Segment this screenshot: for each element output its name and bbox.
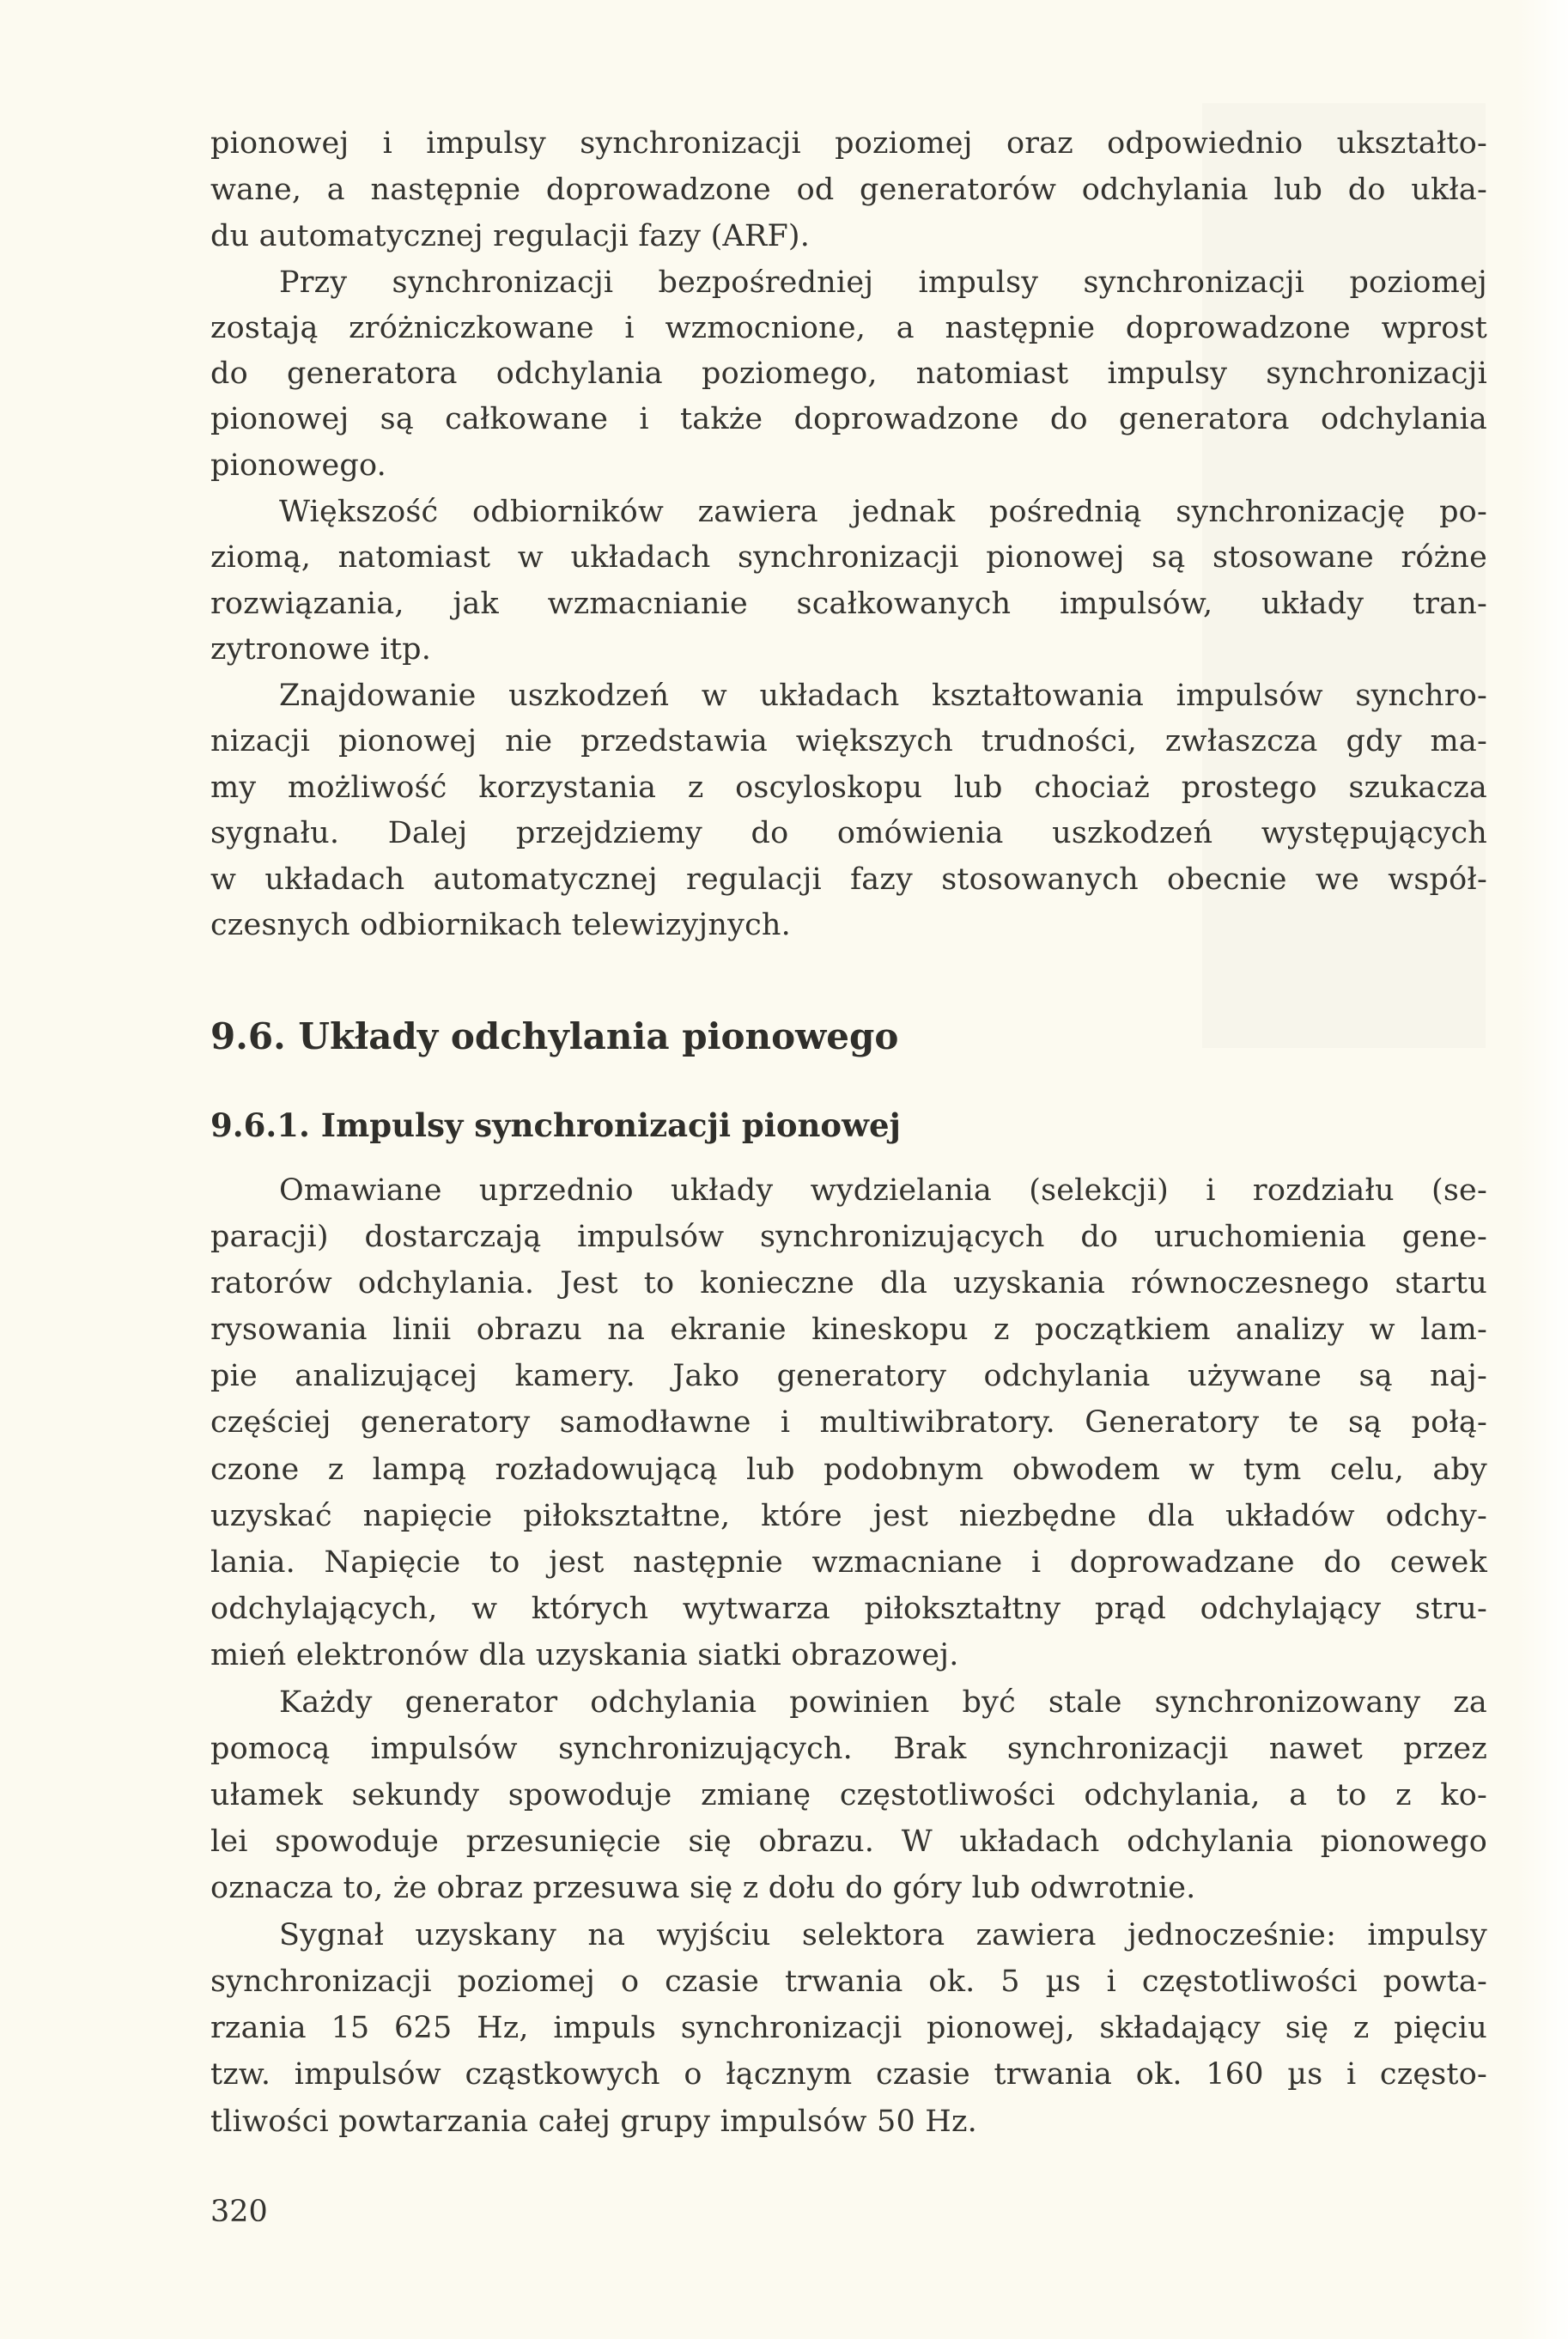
text-line: pie analizującej kamery. Jako generatory odchylania używane są naj- <box>210 1359 1487 1393</box>
subsection-number: 9.6.1. <box>210 1106 310 1144</box>
text-line: częściej generatory samodławne i multiwibratory. Generatory te są połą- <box>210 1405 1487 1440</box>
subsection-heading <box>210 1102 901 1148</box>
text-line: synchronizacji poziomej o czasie trwania ok. 5 µs i częstotliwości powta- <box>210 1964 1487 1999</box>
text-line: ratorów odchylania. Jest to konieczne dla uzyskania równoczesnego startu <box>210 1266 1487 1300</box>
text-line: Znajdowanie uszkodzeń w układach kształtowania impulsów synchro- <box>279 679 1487 713</box>
text-line: tliwości powtarzania całej grupy impulsów 50 Hz. <box>210 2104 977 2139</box>
text-line: czesnych odbiornikach telewizyjnych. <box>210 908 791 942</box>
section-heading <box>210 1014 898 1060</box>
section-number: 9.6. <box>210 1015 286 1057</box>
text-line: tzw. impulsów cząstkowych o łącznym czasie trwania ok. 160 µs i często- <box>210 2057 1487 2092</box>
text-line: Większość odbiorników zawiera jednak pośrednią synchronizację po- <box>279 495 1487 529</box>
text-line: Każdy generator odchylania powinien być stale synchronizowany za <box>279 1685 1487 1720</box>
section-title: Układy odchylania pionowego <box>298 1015 899 1057</box>
text-line: nizacji pionowej nie przedstawia większych trudności, zwłaszcza gdy ma- <box>210 724 1487 758</box>
text-line: ziomą, natomiast w układach synchronizacji pionowej są stosowane różne <box>210 540 1487 575</box>
text-line: lania. Napięcie to jest następnie wzmacniane i doprowadzane do cewek <box>210 1545 1487 1580</box>
text-line: ułamek sekundy spowoduje zmianę częstotliwości odchylania, a to z ko- <box>210 1778 1487 1812</box>
text-line: my możliwość korzystania z oscyloskopu lub chociaż prostego szukacza <box>210 771 1487 805</box>
text-line: Przy synchronizacji bezpośredniej impulsy synchronizacji poziomej <box>279 265 1487 300</box>
text-line: pionowej i impulsy synchronizacji poziomej oraz odpowiednio ukształto- <box>210 126 1487 161</box>
text-line: uzyskać napięcie piłokształtne, które jest niezbędne dla układów odchy- <box>210 1499 1487 1533</box>
text-line: pomocą impulsów synchronizujących. Brak synchronizacji nawet przez <box>210 1732 1487 1766</box>
text-line: zytronowe itp. <box>210 632 432 667</box>
text-line: do generatora odchylania poziomego, natomiast impulsy synchronizacji <box>210 356 1487 391</box>
text-line: pionowej są całkowane i także doprowadzone do generatora odchylania <box>210 402 1487 436</box>
text-line: wane, a następnie doprowadzone od generatorów odchylania lub do ukła- <box>210 173 1487 207</box>
text-line: sygnału. Dalej przejdziemy do omówienia uszkodzeń występujących <box>210 816 1487 850</box>
subsection-title: Impulsy synchronizacji pionowej <box>320 1106 901 1144</box>
text-line: lei spowoduje przesunięcie się obrazu. W układach odchylania pionowego <box>210 1824 1487 1859</box>
text-line: rysowania linii obrazu na ekranie kineskopu z początkiem analizy w lam- <box>210 1313 1487 1347</box>
page-number: 320 <box>210 2195 268 2229</box>
text-line: paracji) dostarczają impulsów synchronizujących do uruchomienia gene- <box>210 1220 1487 1254</box>
text-line: odchylających, w których wytwarza piłokształtny prąd odchylający stru- <box>210 1592 1487 1626</box>
text-line: oznacza to, że obraz przesuwa się z dołu do góry lub odwrotnie. <box>210 1871 1196 1905</box>
text-line: du automatycznej regulacji fazy (ARF). <box>210 219 811 253</box>
text-line: Sygnał uzyskany na wyjściu selektora zawiera jednocześnie: impulsy <box>279 1918 1487 1952</box>
page-edge <box>1516 0 1568 2339</box>
text-line: rzania 15 625 Hz, impuls synchronizacji pionowej, składający się z pięciu <box>210 2011 1487 2045</box>
text-line: w układach automatycznej regulacji fazy stosowanych obecnie we współ- <box>210 862 1487 897</box>
text-line: czone z lampą rozładowującą lub podobnym obwodem w tym celu, aby <box>210 1453 1487 1487</box>
text-line: rozwiązania, jak wzmacnianie scałkowanych impulsów, układy tran- <box>210 587 1487 621</box>
text-line: mień elektronów dla uzyskania siatki obrazowej. <box>210 1638 959 1672</box>
text-line: pionowego. <box>210 448 386 483</box>
text-line: zostają zróżniczkowane i wzmocnione, a następnie doprowadzone wprost <box>210 311 1487 345</box>
text-line: Omawiane uprzednio układy wydzielania (selekcji) i rozdziału (se- <box>279 1173 1487 1208</box>
